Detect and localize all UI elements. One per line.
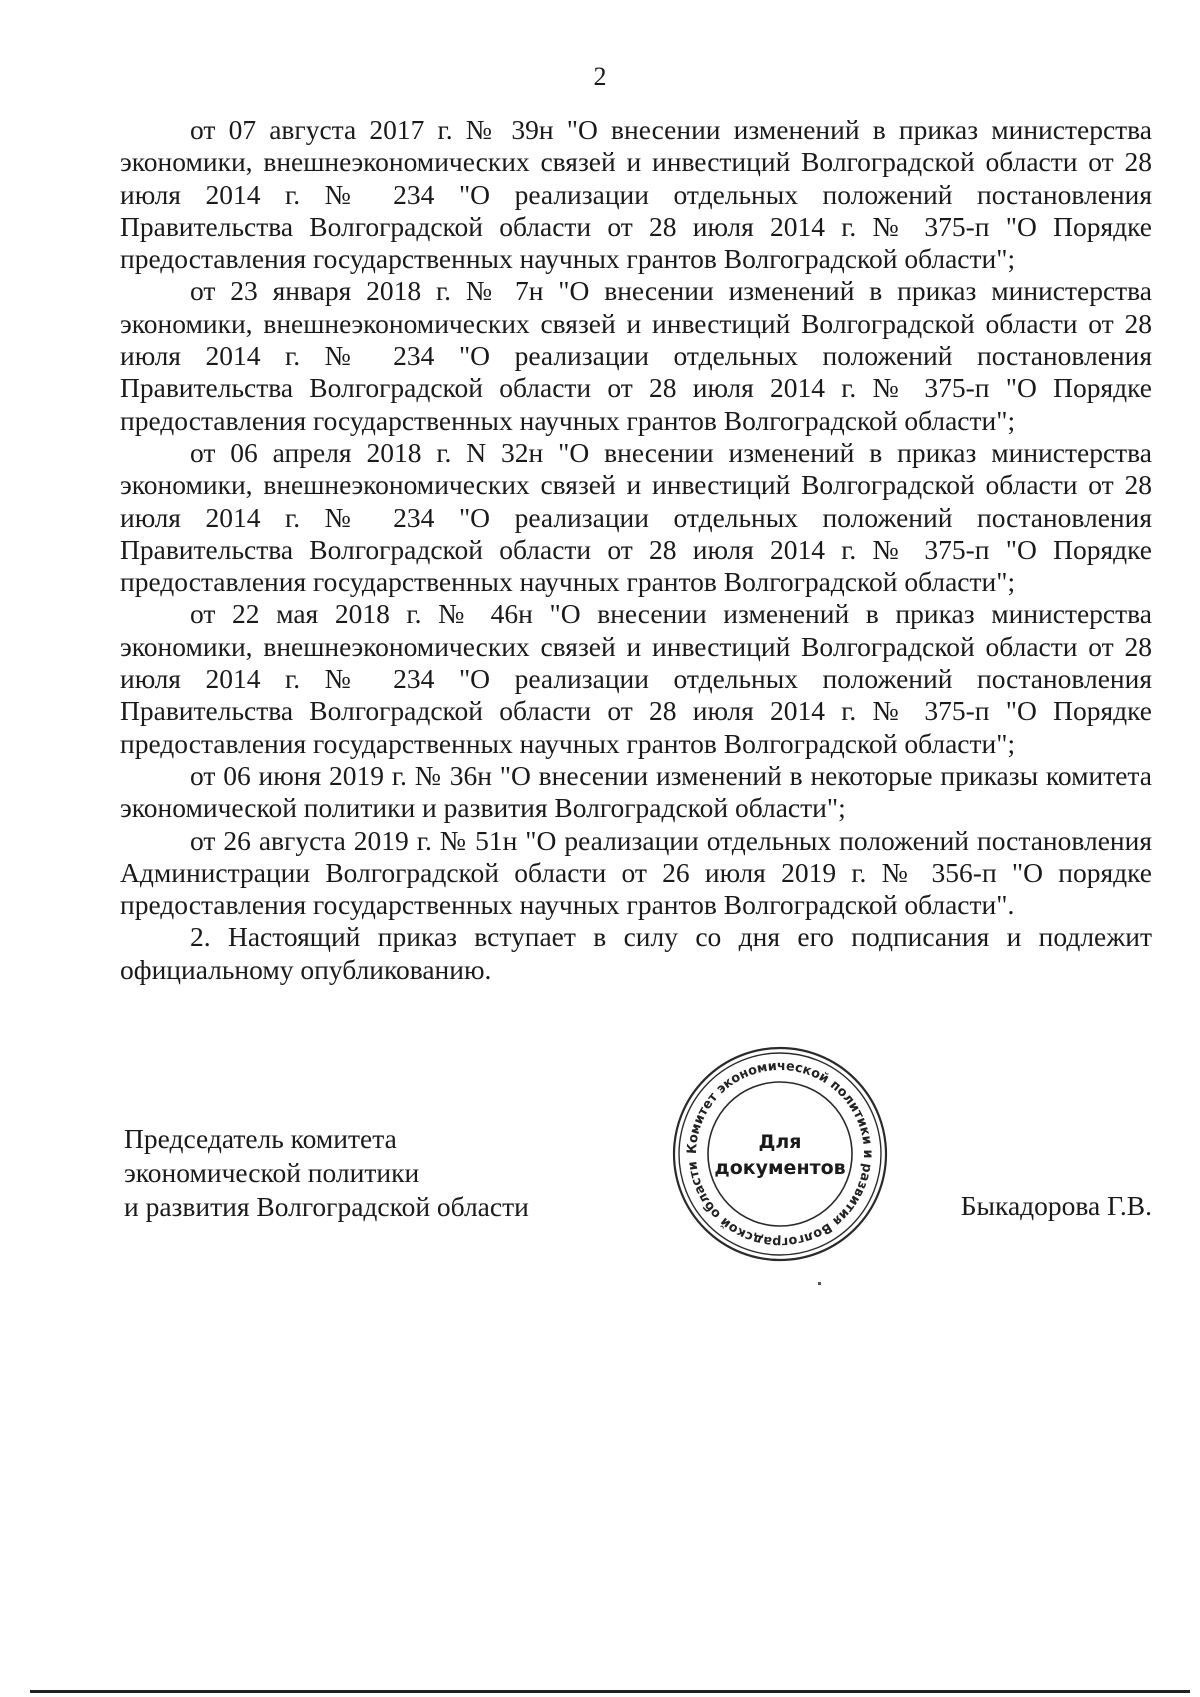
paragraph-order-32n: от 06 апреля 2018 г. N 32н "О внесении изменений в приказ министерства экономики, внешнеэкономических связей и инвестиций Волгоградской области от 28 июля 2014 г. № 234 "О реализации отдельных положений постановления Правительства Волгоградской области от 28 июля 2014 г. № 375-п "О Порядке предоставления государственных научных грантов Волгоградской области";	[120, 436, 1152, 598]
paragraph-entry-into-force: 2. Настоящий приказ вступает в силу со дня его подписания и подлежит официальному опубликованию.	[120, 921, 1152, 985]
paragraph-order-46n: от 22 мая 2018 г. № 46н "О внесении изменений в приказ министерства экономики, внешнеэкономических связей и инвестиций Волгоградской области от 28 июля 2014 г. № 234 "О реализации отдельных положений постановления Правительства Волгоградской области от 28 июля 2014 г. № 375-п "О Порядке предоставления государственных научных грантов Волгоградской области";	[120, 598, 1152, 759]
stamp-mark-dot	[818, 1282, 821, 1285]
paragraph-order-39n: от 07 августа 2017 г. № 39н "О внесении изменений в приказ министерства экономики, внешнеэкономических связей и инвестиций Волгоградской области от 28 июля 2014 г. № 234 "О реализации отдельных положений постановления Правительства Волгоградской области от 28 июля 2014 г. № 375-п "О Порядке предоставления государственных научных грантов Волгоградской области";	[120, 114, 1152, 275]
stamp-ring-text: Комитет экономической политики и развития Волгоградской области	[684, 1058, 876, 1250]
stamp-center-line-1: Для	[758, 1131, 802, 1153]
signer-position-line: Председатель комитета	[124, 1123, 397, 1154]
paragraph-order-7n: от 23 января 2018 г. № 7н "О внесении изменений в приказ министерства экономики, внешнеэкономических связей и инвестиций Волгоградской области от 28 июля 2014 г. № 234 "О реализации отдельных положений постановления Правительства Волгоградской области от 28 июля 2014 г. № 375-п "О Порядке предоставления государственных научных грантов Волгоградской области";	[120, 275, 1152, 436]
page-bottom-rule	[30, 1690, 1190, 1693]
signer-position-line: и развития Волгоградской области	[124, 1191, 529, 1222]
stamp-seal-graphic	[668, 1042, 892, 1266]
signer-name: Быкадорова Г.В.	[960, 1190, 1152, 1221]
paragraph-order-51n: от 26 августа 2019 г. № 51н "О реализации отдельных положений постановления Администрации Волгоградской области от 26 июля 2019 г. № 356-п "О порядке предоставления государственных научных грантов Волгоградской области".	[120, 824, 1152, 921]
official-stamp	[668, 1042, 892, 1266]
signature-block	[124, 1122, 529, 1224]
stamp-center-line-2: документов	[714, 1157, 846, 1179]
signer-position-line: экономической политики	[124, 1157, 420, 1188]
paragraph-order-36n: от 06 июня 2019 г. № 36н "О внесении изменений в некоторые приказы комитета экономической политики и развития Волгоградской области";	[120, 759, 1152, 824]
page-number: 2	[593, 62, 607, 91]
document-body	[120, 114, 1152, 986]
